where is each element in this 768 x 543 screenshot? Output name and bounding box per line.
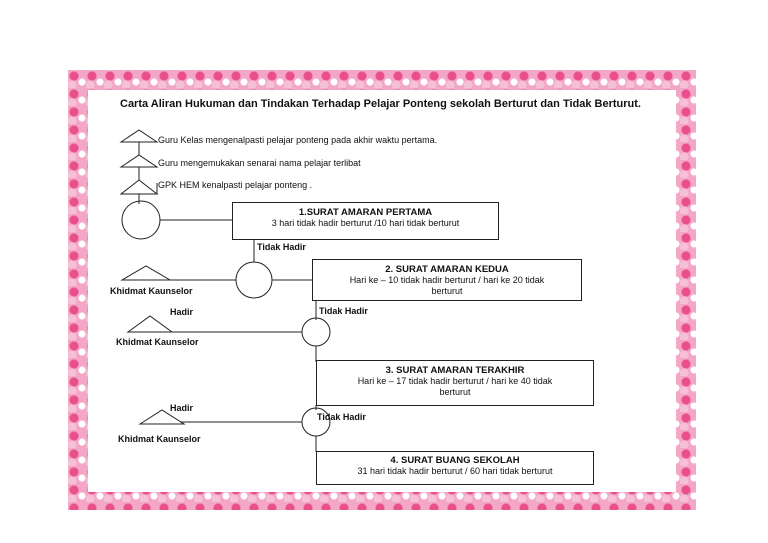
- hadir-label-3: Hadir: [170, 403, 194, 413]
- box-surat-amaran-pertama: [232, 202, 499, 240]
- hadir-label-2: Hadir: [170, 307, 194, 317]
- box-surat-amaran-kedua: [312, 259, 582, 301]
- step-triangle-2: [121, 155, 157, 167]
- khidmat-kaunselor-label-1: Khidmat Kaunselor: [110, 286, 193, 296]
- counsel-triangle-1: [122, 266, 170, 280]
- box-4-heading: 4. SURAT BUANG SEKOLAH: [390, 455, 520, 466]
- khidmat-kaunselor-label-2: Khidmat Kaunselor: [116, 337, 199, 347]
- box-1-heading: 1.SURAT AMARAN PERTAMA: [298, 207, 433, 218]
- box-2-text: Hari ke – 10 tidak hadir berturut / hari ke 20 tidak berturut: [349, 275, 545, 296]
- chart-title: Carta Aliran Hukuman dan Tindakan Terhadap Pelajar Ponteng sekolah Berturut dan Tidak Berturut.: [120, 98, 641, 110]
- khidmat-kaunselor-label-3: Khidmat Kaunselor: [118, 434, 201, 444]
- box-3-text: Hari ke – 17 tidak hadir berturut / hari ke 40 tidak berturut: [357, 376, 553, 397]
- tidak-hadir-label-3: Tidak Hadir: [317, 412, 366, 422]
- box-1-text: 3 hari tidak hadir berturut /10 hari tidak berturut: [271, 218, 460, 228]
- decision-circle-1: [122, 201, 160, 239]
- counsel-triangle-2: [128, 316, 172, 332]
- tidak-hadir-label-2: Tidak Hadir: [319, 306, 368, 316]
- decision-circle-3: [302, 318, 330, 346]
- box-4-text: 31 hari tidak hadir berturut / 60 hari tidak berturut: [357, 466, 553, 476]
- box-3-heading: 3. SURAT AMARAN TERAKHIR: [385, 365, 525, 376]
- step-triangle-1: [121, 130, 157, 142]
- tidak-hadir-label-1: Tidak Hadir: [257, 242, 306, 252]
- step-1-text: Guru Kelas mengenalpasti pelajar ponteng pada akhir waktu pertama.: [158, 135, 438, 145]
- decision-circle-2: [236, 262, 272, 298]
- step-2-text: Guru mengemukakan senarai nama pelajar terlibat: [158, 158, 361, 168]
- step-3-text: GPK HEM kenalpasti pelajar ponteng .: [158, 180, 313, 190]
- box-surat-buang-sekolah: [316, 451, 594, 485]
- box-surat-amaran-terakhir: [316, 360, 594, 406]
- box-2-heading: 2. SURAT AMARAN KEDUA: [385, 264, 509, 275]
- step-triangle-3: [121, 180, 157, 194]
